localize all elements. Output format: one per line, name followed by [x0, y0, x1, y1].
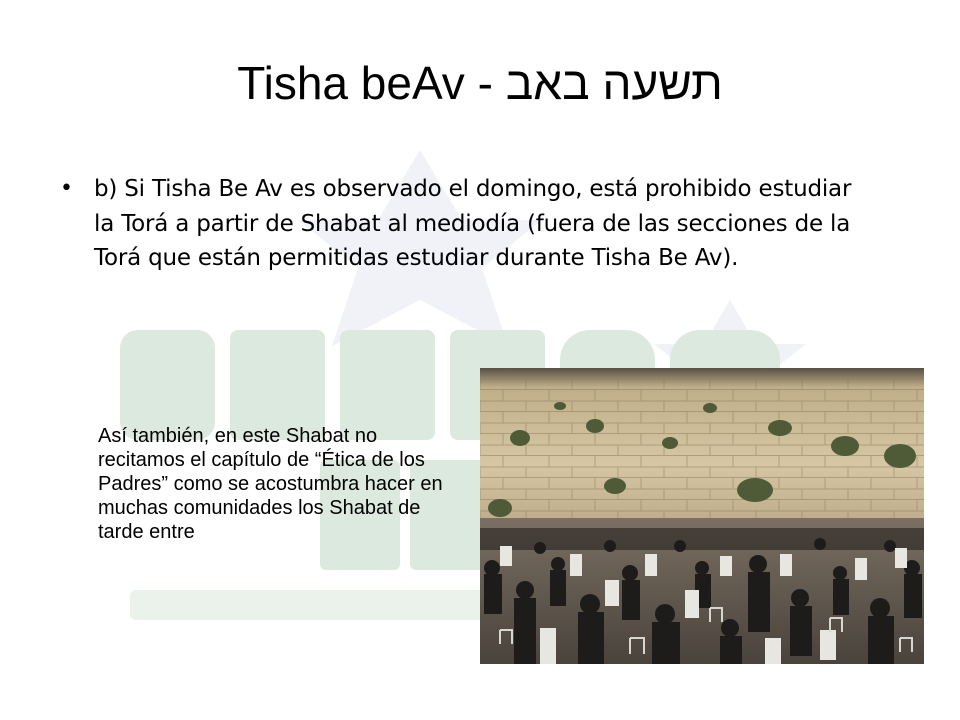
- side-note-text: Así también, en este Shabat no recitamos el capítulo de “Ética de los Padres” como se acostumbra hacer en muchas comunidades los Shabat de tarde entre: [98, 425, 443, 543]
- bullet-text: b) Si Tisha Be Av es observado el domingo, está prohibido estudiar la Torá a partir de Shabat al mediodía (fuera de las secciones de la Torá que están permitidas estudiar durante Tisha Be Av).: [94, 176, 852, 271]
- bullet-marker: •: [60, 176, 73, 201]
- western-wall-photo: [480, 368, 924, 664]
- bullet-item: [60, 172, 860, 276]
- bullet-list: [60, 172, 860, 276]
- photo-illustration: [480, 368, 924, 664]
- slide-title: Tisha beAv - תשעה באב: [237, 57, 723, 109]
